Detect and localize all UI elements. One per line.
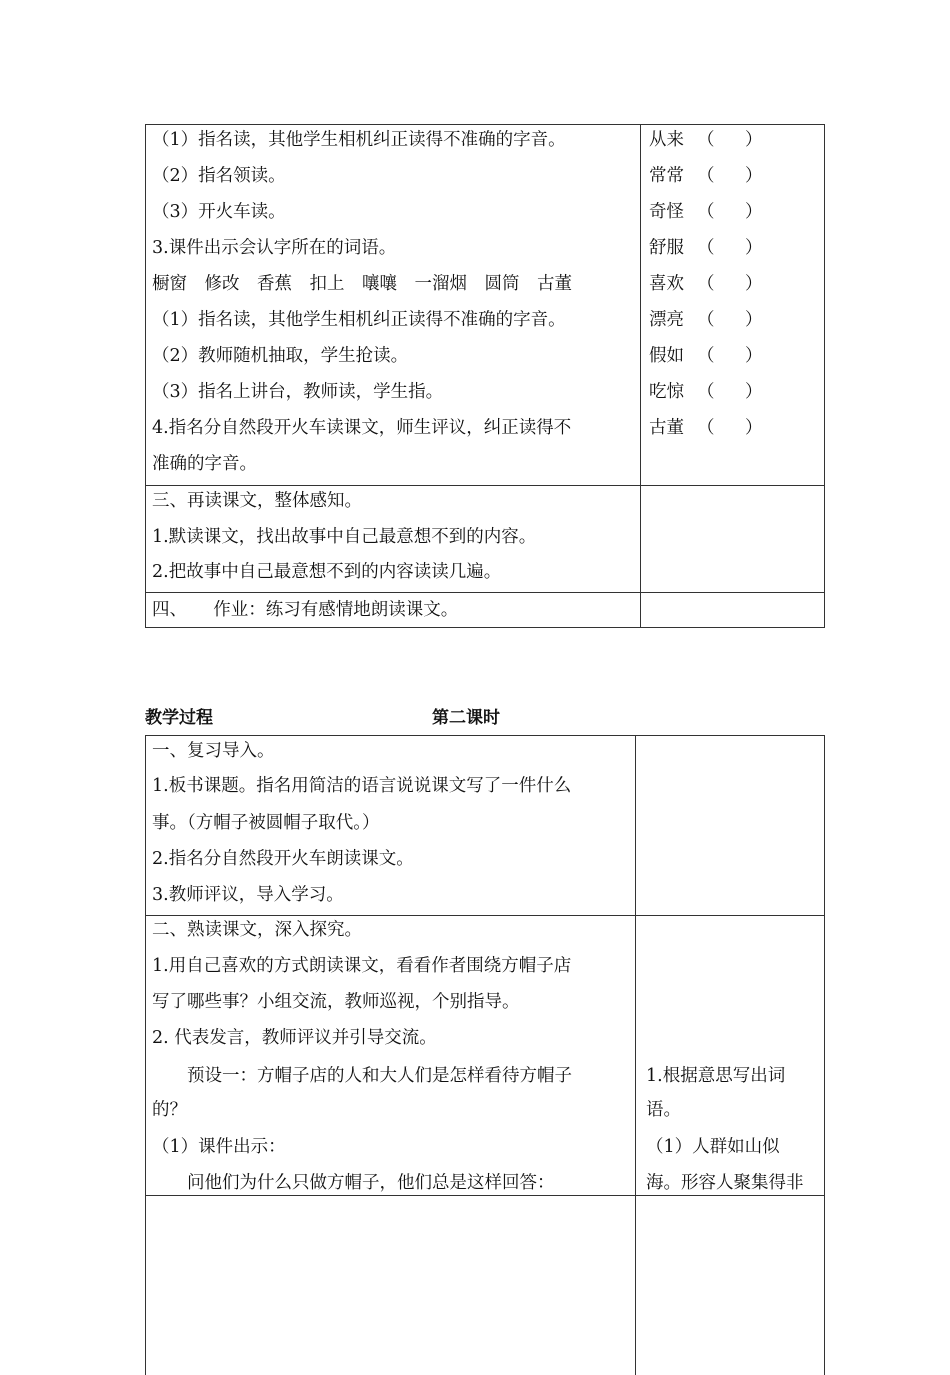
vocab-blank-open: （ bbox=[697, 202, 715, 222]
text-line: 事。（方帽子被圆帽子取代。） bbox=[152, 813, 380, 833]
vocab-blank-open: （ bbox=[697, 274, 715, 294]
vocab-blank-close: ） bbox=[745, 382, 763, 402]
vocab-word: 常常 bbox=[649, 166, 684, 186]
exercise-line: 语。 bbox=[646, 1100, 681, 1120]
vocab-blank-close: ） bbox=[745, 346, 763, 366]
vocab-blank-open: （ bbox=[697, 346, 715, 366]
homework-line: 四、 作业：练习有感情地朗读课文。 bbox=[152, 600, 459, 620]
text-line: 4.指名分自然段开火车读课文，师生评议，纠正读得不 bbox=[152, 418, 572, 438]
text-line: 2.把故事中自己最意想不到的内容读读几遍。 bbox=[152, 562, 502, 582]
vocab-blank-close: ） bbox=[745, 310, 763, 330]
heading-teaching-process: 教学过程 bbox=[145, 708, 213, 728]
text-line: 准确的字音。 bbox=[152, 454, 257, 474]
vocab-list-line: 橱窗 修改 香蕉 扣上 嚷嚷 一溜烟 圆筒 古董 bbox=[152, 274, 572, 294]
section-title: 一、复习导入。 bbox=[152, 741, 275, 761]
text-line: 问他们为什么只做方帽子，他们总是这样回答： bbox=[152, 1173, 555, 1193]
text-line: （3）指名上讲台，教师读，学生指。 bbox=[152, 382, 444, 402]
vocab-word: 假如 bbox=[649, 346, 684, 366]
text-line: 2.指名分自然段开火车朗读课文。 bbox=[152, 849, 414, 869]
vocab-blank-open: （ bbox=[697, 166, 715, 186]
heading-second-lesson: 第二课时 bbox=[432, 708, 500, 728]
vocab-word: 喜欢 bbox=[649, 274, 684, 294]
text-line: （1）课件出示： bbox=[152, 1137, 286, 1157]
vocab-item bbox=[649, 194, 763, 230]
vocab-word: 奇怪 bbox=[649, 202, 684, 222]
vocab-blank-open: （ bbox=[697, 238, 715, 258]
exercise-line: 1.根据意思写出词 bbox=[646, 1066, 786, 1086]
lesson-table-2 bbox=[145, 735, 825, 1375]
vocab-item bbox=[649, 374, 763, 410]
vocab-item bbox=[649, 266, 763, 302]
vocab-word: 古董 bbox=[649, 418, 684, 438]
vocab-item bbox=[649, 410, 763, 446]
text-line: 2. 代表发言，教师评议并引导交流。 bbox=[152, 1028, 437, 1048]
vocab-blank-open: （ bbox=[697, 418, 715, 438]
text-line: 预设一：方帽子店的人和大人们是怎样看待方帽子 bbox=[152, 1066, 572, 1086]
text-line: （1）指名读，其他学生相机纠正读得不准确的字音。 bbox=[152, 310, 566, 330]
vocab-item bbox=[649, 230, 763, 266]
text-line: （1）指名读，其他学生相机纠正读得不准确的字音。 bbox=[152, 130, 566, 150]
vocab-blank-open: （ bbox=[697, 382, 715, 402]
exercise-line: 海。形容人聚集得非 bbox=[646, 1173, 804, 1193]
text-line: 写了哪些事？小组交流，教师巡视，个别指导。 bbox=[152, 992, 520, 1012]
vocab-item bbox=[649, 338, 763, 374]
column-divider bbox=[635, 736, 636, 1375]
text-line: 3.教师评议，导入学习。 bbox=[152, 885, 344, 905]
vocab-word: 漂亮 bbox=[649, 310, 684, 330]
vocab-blank-close: ） bbox=[745, 238, 763, 258]
vocab-column bbox=[641, 125, 825, 485]
text-line: 1.默读课文，找出故事中自己最意想不到的内容。 bbox=[152, 527, 537, 547]
vocab-blank-close: ） bbox=[745, 418, 763, 438]
text-line: 1.板书课题。指名用简洁的语言说说课文写了一件什么 bbox=[152, 776, 572, 796]
vocab-blank-open: （ bbox=[697, 310, 715, 330]
vocab-word: 从来 bbox=[649, 130, 684, 150]
vocab-blank-close: ） bbox=[745, 274, 763, 294]
vocab-item bbox=[649, 158, 763, 194]
text-line: （2）指名领读。 bbox=[152, 166, 286, 186]
vocab-blank-close: ） bbox=[745, 166, 763, 186]
lesson-table-1 bbox=[145, 124, 825, 628]
vocab-item bbox=[649, 122, 763, 158]
vocab-word: 舒服 bbox=[649, 238, 684, 258]
section-title: 二、熟读课文，深入探究。 bbox=[152, 920, 362, 940]
vocab-blank-close: ） bbox=[745, 130, 763, 150]
text-line: 1.用自己喜欢的方式朗读课文，看看作者围绕方帽子店 bbox=[152, 956, 572, 976]
vocab-blank-close: ） bbox=[745, 202, 763, 222]
text-line: （2）教师随机抽取，学生抢读。 bbox=[152, 346, 409, 366]
section-title: 三、再读课文，整体感知。 bbox=[152, 491, 362, 511]
text-line: （3）开火车读。 bbox=[152, 202, 286, 222]
vocab-word: 吃惊 bbox=[649, 382, 684, 402]
vocab-item bbox=[649, 302, 763, 338]
text-line: 3.课件出示会认字所在的词语。 bbox=[152, 238, 397, 258]
vocab-blank-open: （ bbox=[697, 130, 715, 150]
exercise-line: （1）人群如山似 bbox=[646, 1137, 780, 1157]
text-line: 的？ bbox=[152, 1100, 187, 1120]
